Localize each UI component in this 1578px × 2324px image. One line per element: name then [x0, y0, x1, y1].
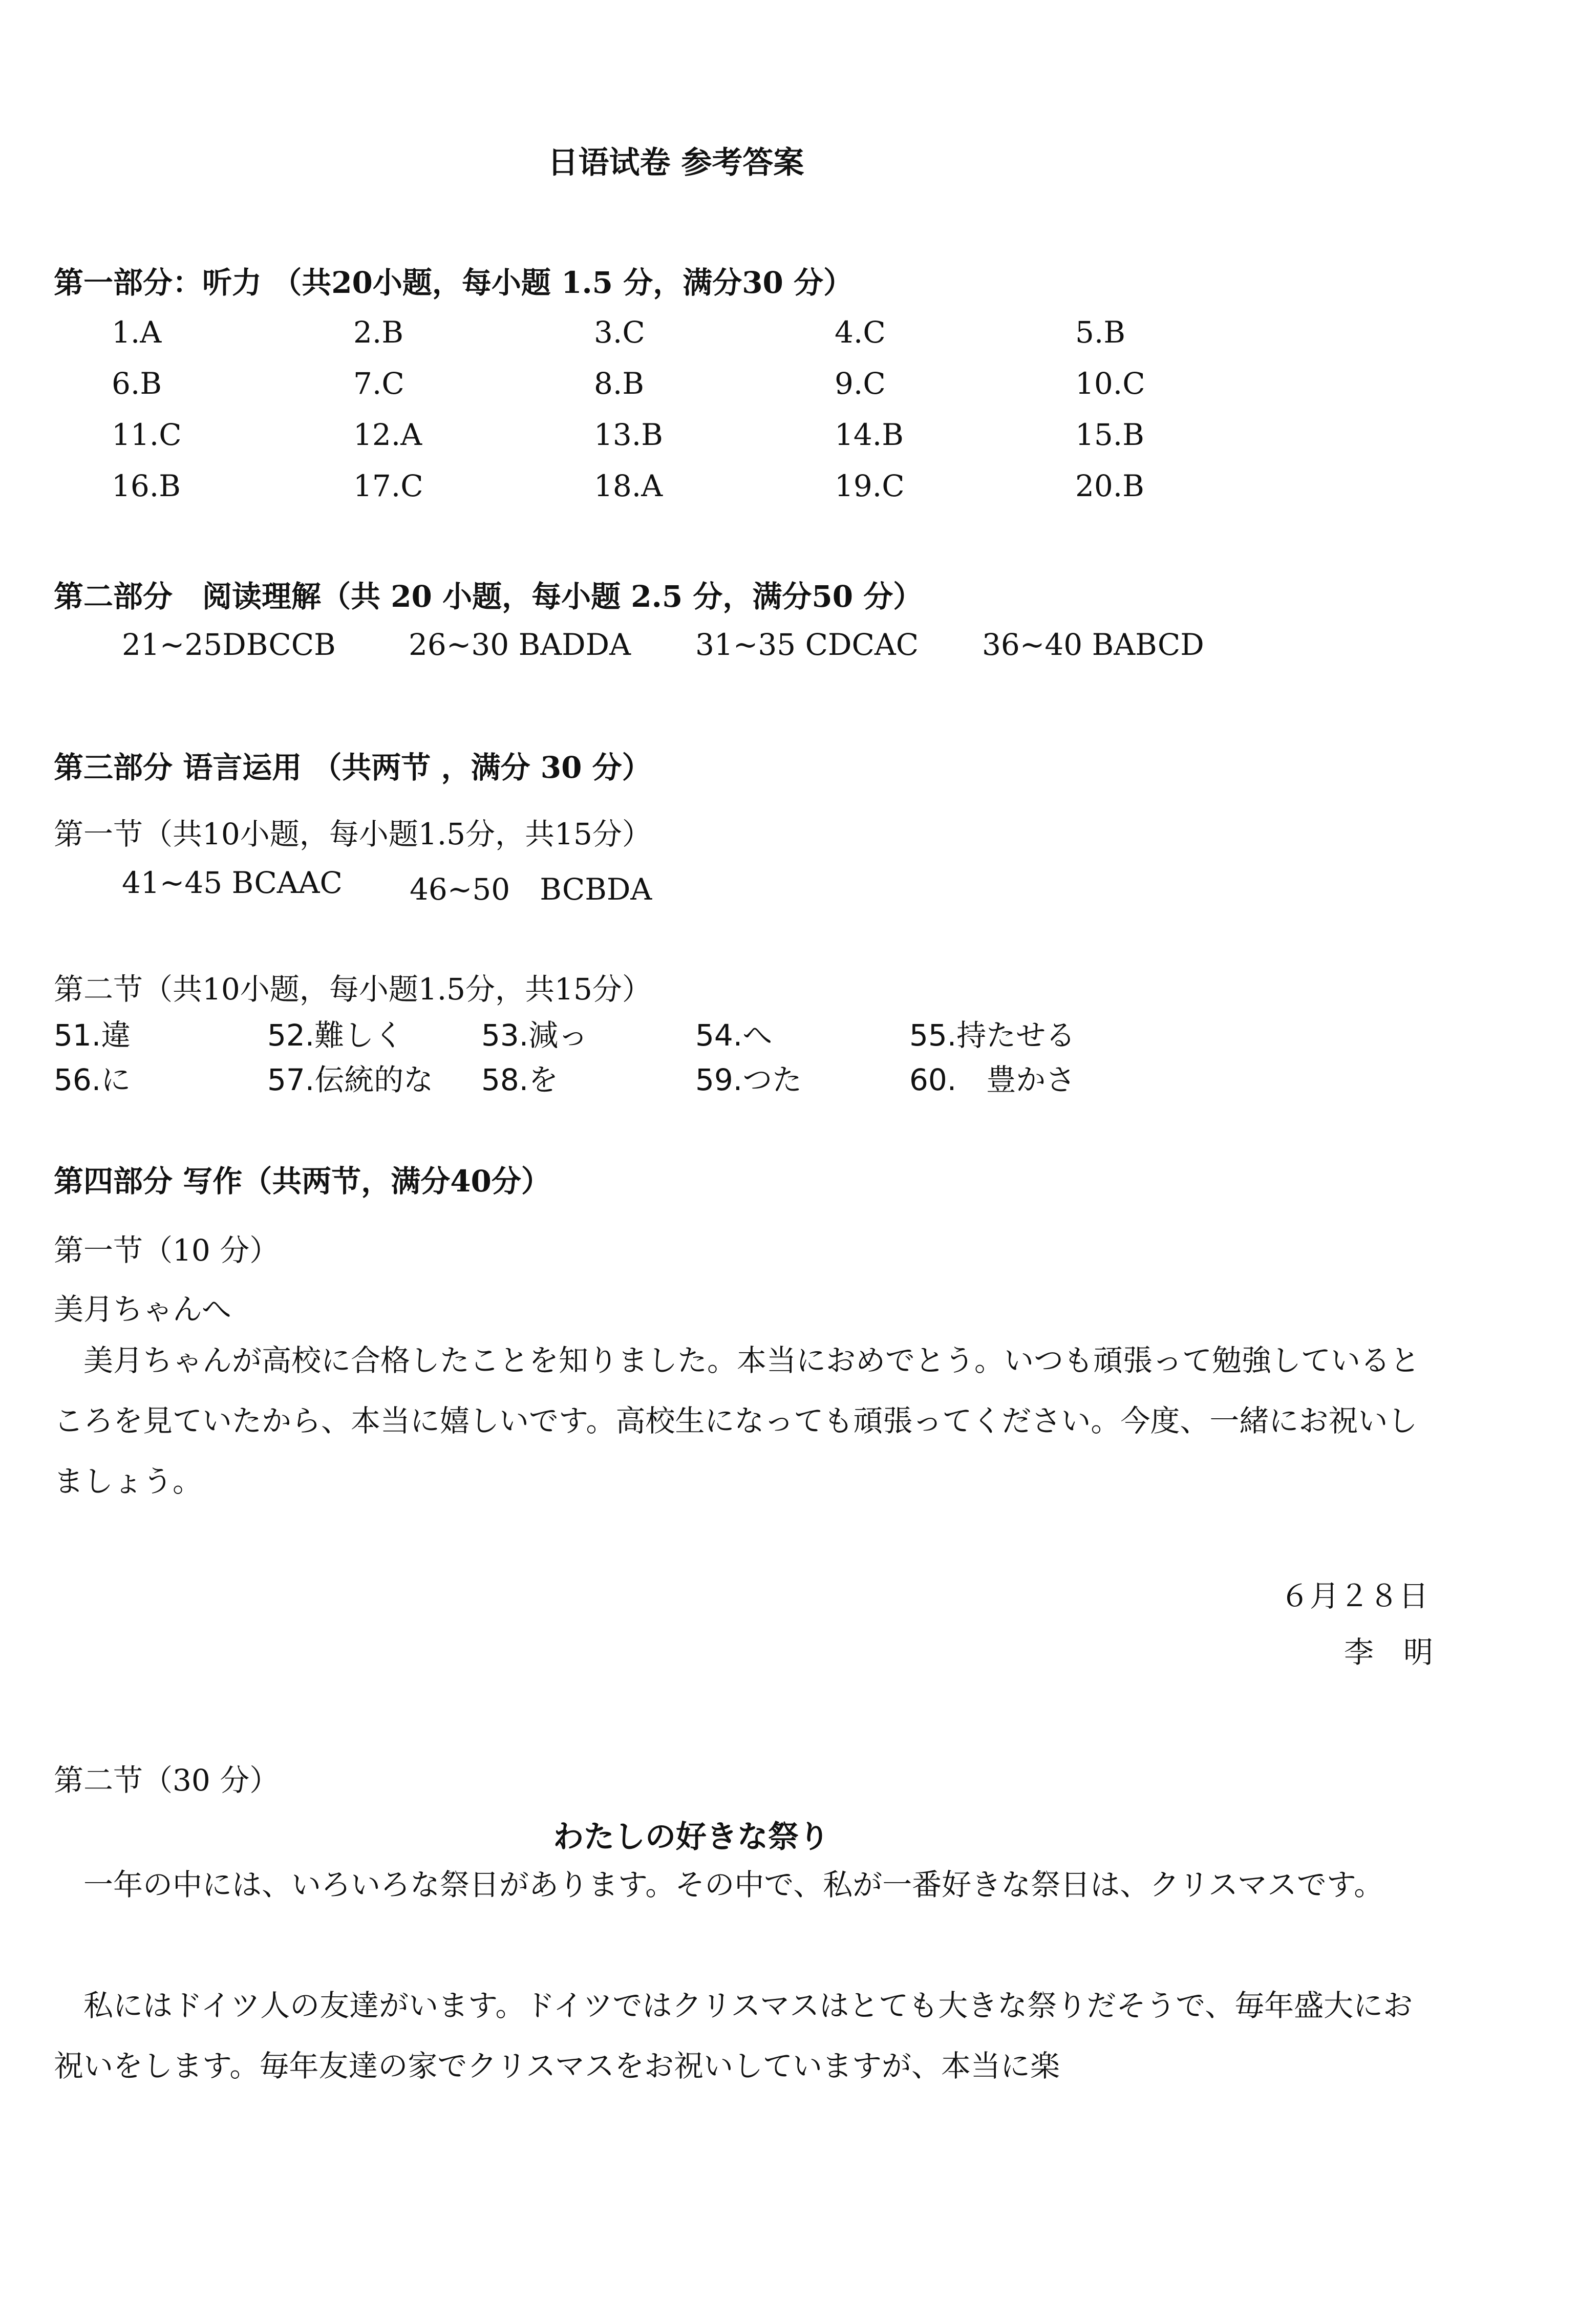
- answer-item: 60. 豊かさ: [909, 1062, 1076, 1097]
- answer-item: 55.持たせる: [909, 1018, 1076, 1053]
- answer-item: 57.伝統的な: [267, 1062, 434, 1097]
- letter-signature: 李 明: [1344, 1635, 1434, 1670]
- answer-item: 14.B: [835, 417, 904, 452]
- part4-heading: 第四部分 写作（共两节，满分40分）: [54, 1164, 551, 1199]
- answer-item: 7.C: [353, 366, 404, 401]
- answer-item: 19.C: [835, 468, 905, 503]
- page-title: 日语试卷 参考答案: [547, 145, 804, 181]
- answer-group: 21~25DBCCB: [122, 627, 336, 662]
- answer-item: 20.B: [1075, 468, 1144, 503]
- answer-item: 11.C: [112, 417, 182, 452]
- answer-item: 18.A: [594, 468, 663, 503]
- essay-paragraph: 一年の中には、いろいろな祭日があります。その中で、私が一番好きな祭日は、クリスマスです。: [83, 1867, 1384, 1902]
- answer-group: 31~35 CDCAC: [695, 627, 919, 662]
- answer-item: 1.A: [112, 315, 162, 350]
- answer-group: 41~45 BCAAC: [122, 865, 343, 900]
- essay-title: わたしの好きな祭り: [553, 1819, 829, 1855]
- part3-section2-heading: 第二节（共10小题，每小题1.5分，共15分）: [54, 972, 652, 1007]
- answer-item: 5.B: [1075, 315, 1125, 350]
- answer-group: 46~50 BCBDA: [410, 872, 652, 907]
- answer-item: 17.C: [353, 468, 423, 503]
- part3-heading: 第三部分 语言运用 （共两节 ，满分 30 分）: [54, 750, 652, 785]
- part1-heading: 第一部分：听力 （共20小题，每小题 1.5 分，满分30 分）: [54, 265, 854, 300]
- part4-section2-heading: 第二节（30 分）: [54, 1763, 280, 1798]
- answer-group: 26~30 BADDA: [409, 627, 631, 662]
- answer-item: 3.C: [594, 315, 645, 350]
- answer-item: 2.B: [353, 315, 403, 350]
- answer-item: 51.違: [54, 1018, 131, 1053]
- answer-item: 16.B: [112, 468, 181, 503]
- letter-date: ６月２８日: [1280, 1579, 1429, 1613]
- answer-item: 13.B: [594, 417, 663, 452]
- answer-group: 36~40 BABCD: [982, 627, 1204, 662]
- answer-item: 10.C: [1075, 366, 1145, 401]
- answer-item: 59.つた: [695, 1062, 802, 1097]
- answer-item: 15.B: [1075, 417, 1144, 452]
- essay-paragraph: 私にはドイツ人の友達がいます。ドイツではクリスマスはとても大きな祭りだそうで、毎年盛大にお祝いをします。毎年友達の家でクリスマスをお祝いしていますが、本当に楽: [54, 1988, 1413, 2083]
- letter-body: 美月ちゃんが高校に合格したことを知りました。本当におめでとう。いつも頑張って勉強しているところを見ていたから、本当に嬉しいです。高校生になっても頑張ってください。今度、一緒にお祝いしましょう。: [54, 1343, 1420, 1499]
- letter-salutation: 美月ちゃんへ: [54, 1292, 231, 1327]
- answer-item: 52.難しく: [267, 1018, 404, 1053]
- answer-item: 54.へ: [695, 1018, 773, 1053]
- answer-item: 8.B: [594, 366, 644, 401]
- answer-item: 4.C: [835, 315, 886, 350]
- part3-section1-heading: 第一节（共10小题，每小题1.5分，共15分）: [54, 817, 652, 851]
- answer-item: 12.A: [353, 417, 422, 452]
- answer-item: 9.C: [835, 366, 886, 401]
- answer-item: 6.B: [112, 366, 162, 401]
- part4-section1-heading: 第一节（10 分）: [54, 1233, 280, 1268]
- part2-heading: 第二部分 阅读理解（共 20 小题，每小题 2.5 分，满分50 分）: [54, 579, 923, 614]
- answer-item: 56.に: [54, 1062, 131, 1097]
- answer-item: 58.を: [481, 1062, 559, 1097]
- answer-item: 53.減っ: [481, 1018, 588, 1053]
